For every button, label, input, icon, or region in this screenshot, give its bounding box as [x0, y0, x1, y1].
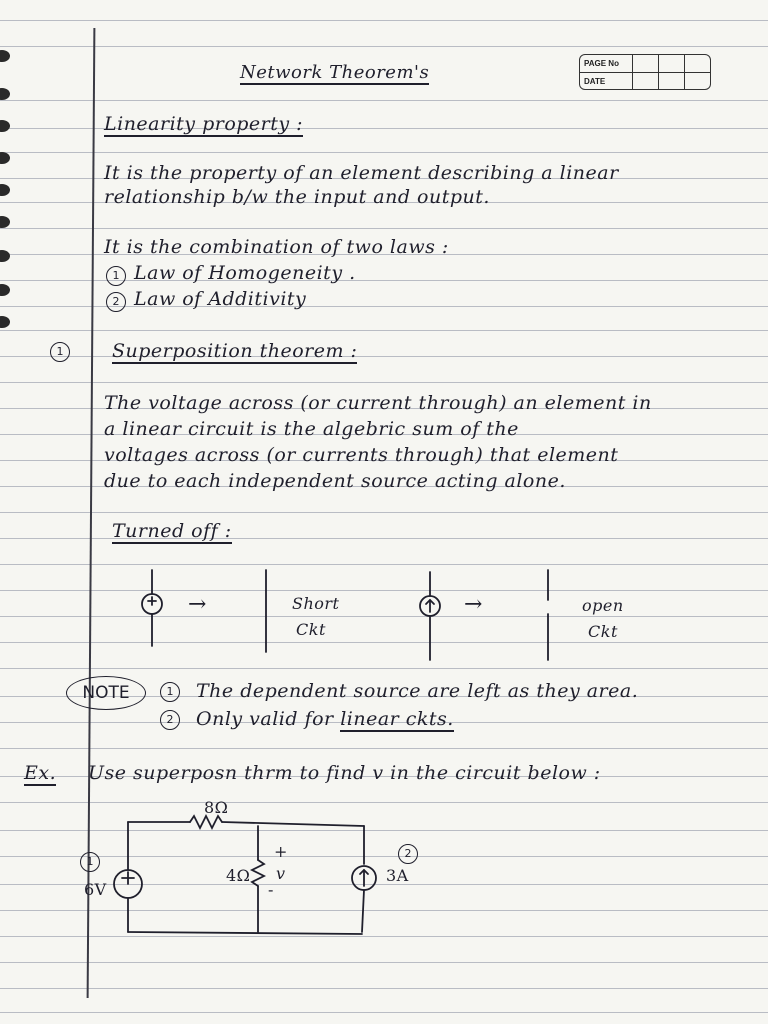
arrow-icon: → [464, 592, 483, 617]
note-1-text: The dependent source are left as they area. [196, 680, 639, 702]
law-1-text: Law of Homogeneity . [134, 262, 356, 284]
law-2-text: Law of Additivity [134, 288, 307, 310]
superposition-line-3: voltages across (or currents through) that element [104, 444, 619, 466]
note-label: NOTE [66, 676, 146, 710]
voltage-source-icon [142, 570, 162, 646]
short-label-1: Short [292, 594, 340, 613]
superposition-line-4: due to each independent source acting alone. [104, 470, 566, 492]
source-1-number: 1 [80, 852, 100, 872]
superposition-heading: Superposition theorem : [112, 340, 358, 362]
note-2-prefix: Only valid for [196, 708, 341, 730]
turned-off-heading: Turned off : [112, 520, 232, 542]
superposition-line-1: The voltage across (or current through) an element in [104, 392, 652, 414]
arrow-icon: → [188, 592, 207, 617]
page-title: Network Theorem's [240, 62, 430, 83]
superposition-line-2: a linear circuit is the algebric sum of the [104, 418, 519, 440]
example-text: Use superposn thrm to find v in the circuit below : [88, 762, 601, 784]
page-no-label: PAGE No [584, 59, 619, 68]
date-label: DATE [584, 77, 606, 86]
v-plus-label: + [274, 842, 288, 861]
source-2-number: 2 [398, 844, 418, 864]
linearity-line-2: relationship b/w the input and output. [104, 186, 490, 208]
resistor-8-label: 8Ω [204, 798, 229, 817]
current-source-icon [420, 572, 440, 660]
example-label: Ex. [24, 762, 57, 784]
v-minus-label: - [268, 880, 274, 899]
source-3a-label: 3A [386, 866, 409, 885]
law-2-number: 2 [106, 292, 126, 312]
superposition-number: 1 [50, 342, 70, 362]
open-label-1: open [582, 596, 624, 615]
resistor-4-label: 4Ω [226, 866, 251, 885]
short-label-2: Ckt [296, 620, 326, 639]
example-circuit [114, 816, 376, 934]
law-1-number: 1 [106, 266, 126, 286]
source-6v-label: 6V [84, 880, 107, 899]
open-label-2: Ckt [588, 622, 618, 641]
linearity-line-1: It is the property of an element describing a linear [104, 162, 619, 184]
v-label: v [276, 864, 286, 883]
linearity-heading: Linearity property : [104, 113, 304, 135]
note-1-number: 1 [160, 682, 180, 702]
linearity-line-3: It is the combination of two laws : [104, 236, 449, 258]
note-2-underlined: linear ckts. [340, 708, 454, 730]
note-2-number: 2 [160, 710, 180, 730]
